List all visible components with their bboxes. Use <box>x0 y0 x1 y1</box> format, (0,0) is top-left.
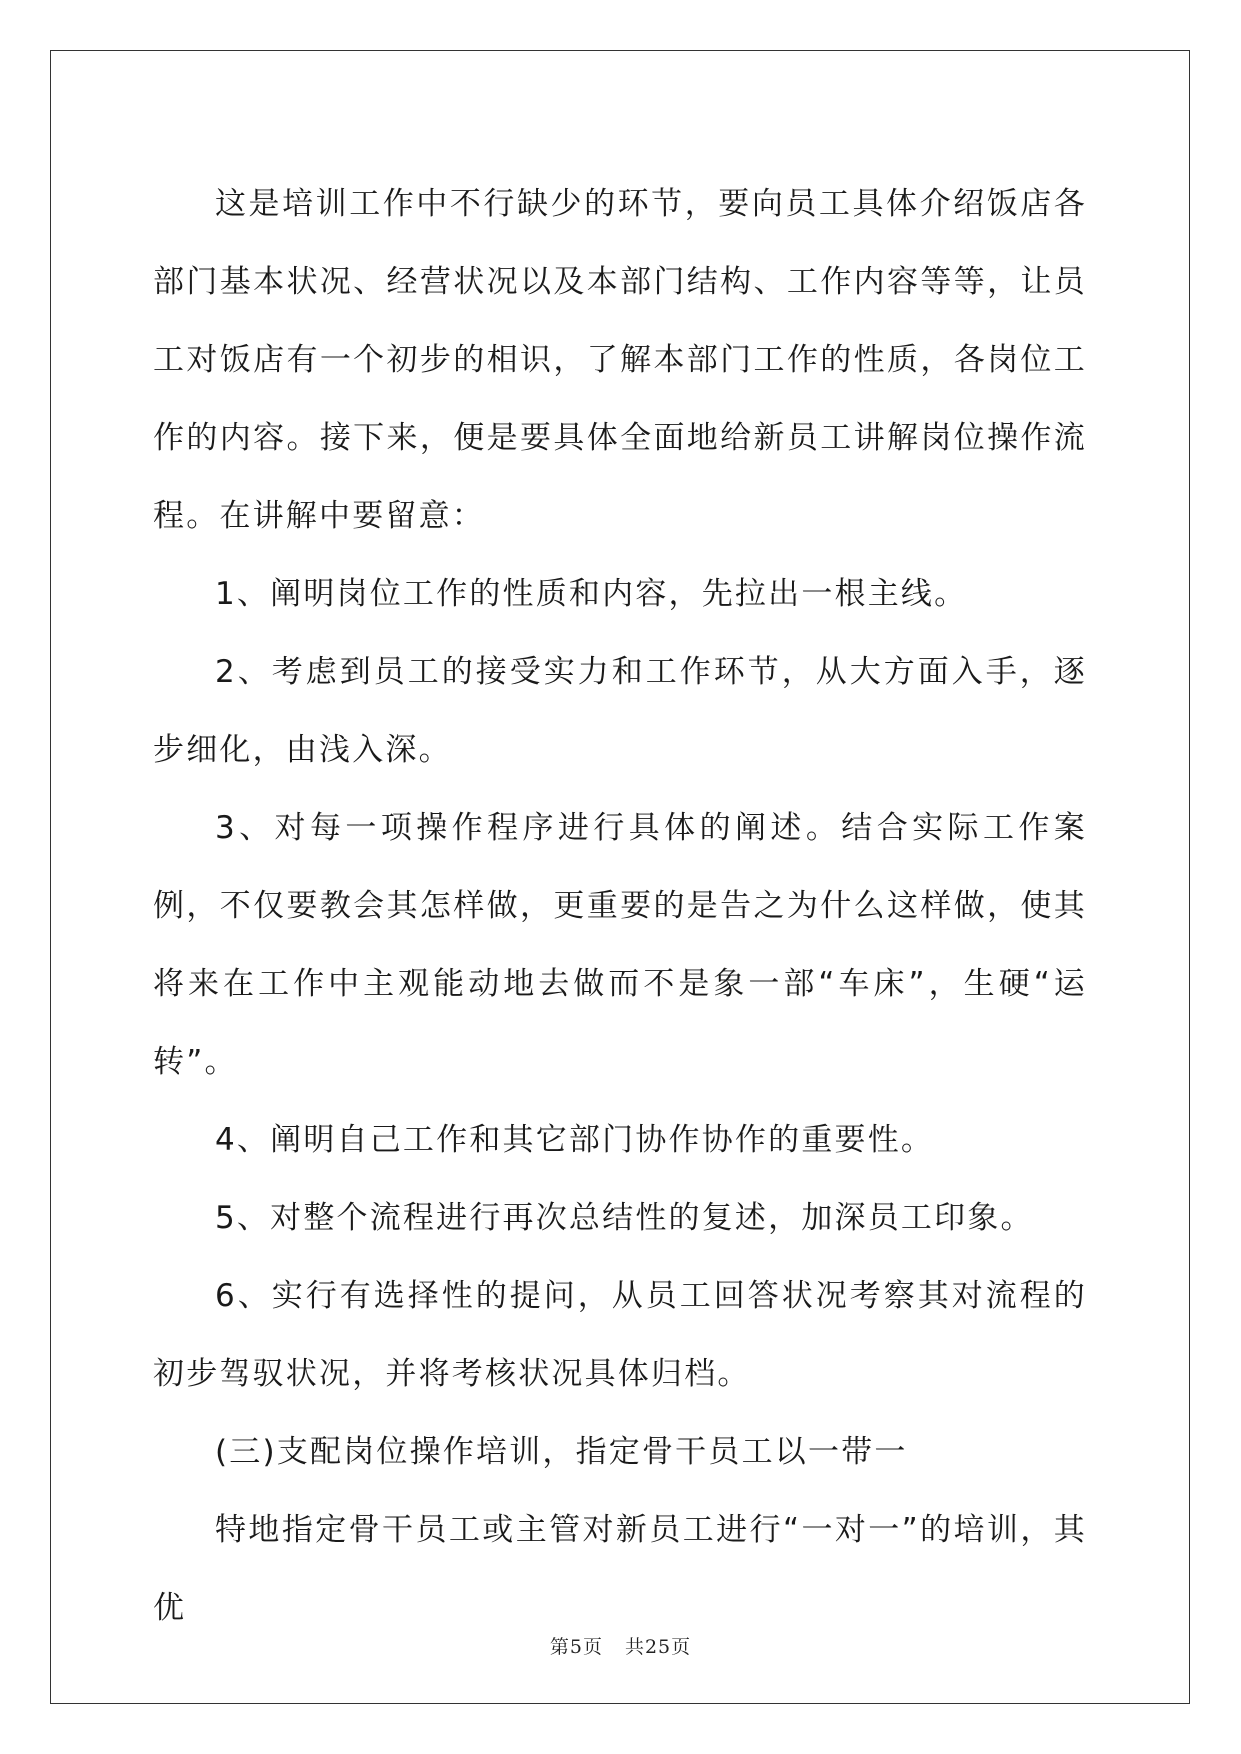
section-heading: (三)支配岗位操作培训，指定骨干员工以一带一 <box>215 1434 908 1470</box>
paragraph-intro: 这是培训工作中不行缺少的环节，要向员工具体介绍饭店各部门基本状况、经营状况以及本部门结构、工作内容等等，让员工对饭店有一个初步的相识，了解本部门工作的性质，各岗位工作的内容。接下来，便是要具体全面地给新员工讲解岗位操作流程。在讲解中要留意： <box>153 186 1087 534</box>
paragraph-continued: 特地指定骨干员工或主管对新员工进行“一对一”的培训，其优 <box>153 1512 1087 1626</box>
current-page-number: 第5页 <box>549 1636 603 1658</box>
list-item-3: 3、对每一项操作程序进行具体的阐述。结合实际工作案例，不仅要教会其怎样做，更重要的是告之为什么这样做，使其将来在工作中主观能动地去做而不是象一部“车床”，生硬“运转”。 <box>153 810 1087 1080</box>
page-footer <box>0 1632 1241 1659</box>
list-item-4: 4、阐明自己工作和其它部门协作协作的重要性。 <box>215 1122 935 1158</box>
list-item-5: 5、对整个流程进行再次总结性的复述，加深员工印象。 <box>215 1200 1034 1236</box>
document-body <box>153 165 1087 1647</box>
list-item-6: 6、实行有选择性的提问，从员工回答状况考察其对流程的初步驾驭状况，并将考核状况具体归档。 <box>153 1278 1087 1392</box>
list-item-1: 1、阐明岗位工作的性质和内容，先拉出一根主线。 <box>215 576 968 612</box>
total-page-count: 共25页 <box>624 1636 692 1658</box>
list-item-2: 2、考虑到员工的接受实力和工作环节，从大方面入手，逐步细化，由浅入深。 <box>153 654 1087 768</box>
